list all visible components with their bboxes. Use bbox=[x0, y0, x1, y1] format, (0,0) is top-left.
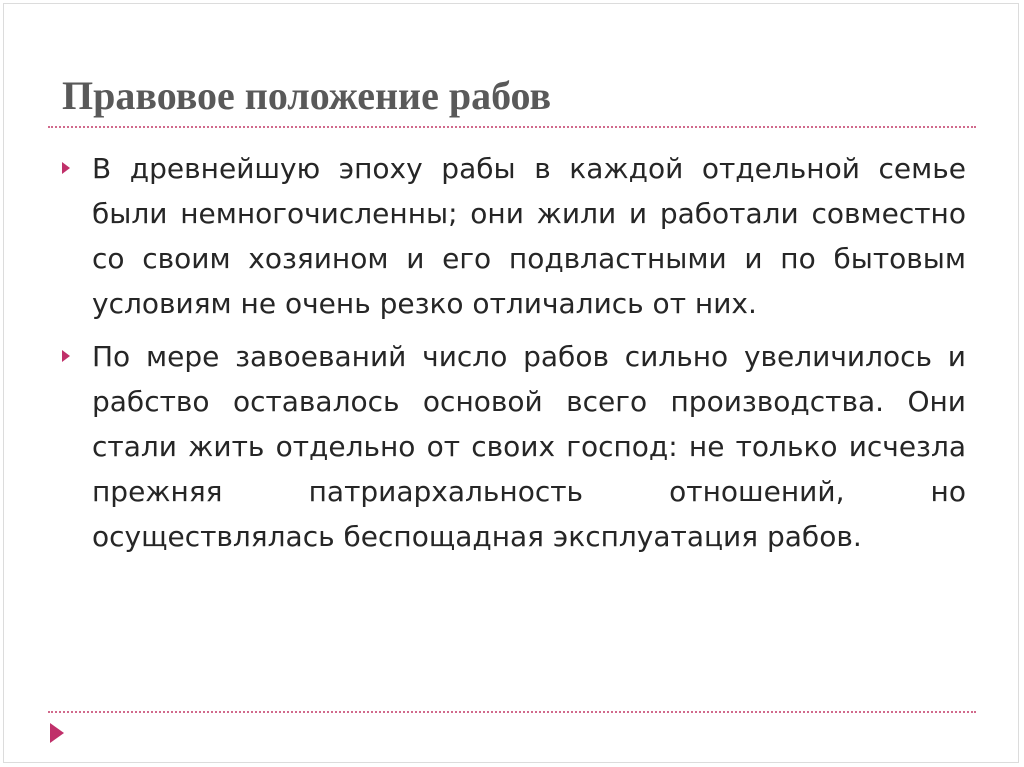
bullet-item bbox=[62, 146, 966, 326]
bullet-list bbox=[62, 146, 966, 567]
bullet-item bbox=[62, 334, 966, 559]
footer-divider bbox=[48, 711, 976, 713]
triangle-right-icon bbox=[62, 162, 70, 174]
bullet-text: По мере завоеваний число рабов сильно увеличилось и рабство оставалось основой всего производства. Они стали жить отдельно от своих господ: не только исчезла прежняя патриархальность отношений, но осуществлялась беспощадная эксплуатация рабов. bbox=[92, 340, 966, 553]
slide-title: Правовое положение рабов bbox=[62, 73, 552, 118]
next-slide-arrow-icon[interactable] bbox=[50, 723, 64, 743]
bullet-text: В древнейшую эпоху рабы в каждой отдельной семье были немногочисленны; они жили и работали совместно со своим хозяином и его подвластными и по бытовым условиям не очень резко отличались от них. bbox=[92, 152, 966, 320]
title-divider bbox=[48, 126, 976, 128]
triangle-right-icon bbox=[62, 350, 70, 362]
